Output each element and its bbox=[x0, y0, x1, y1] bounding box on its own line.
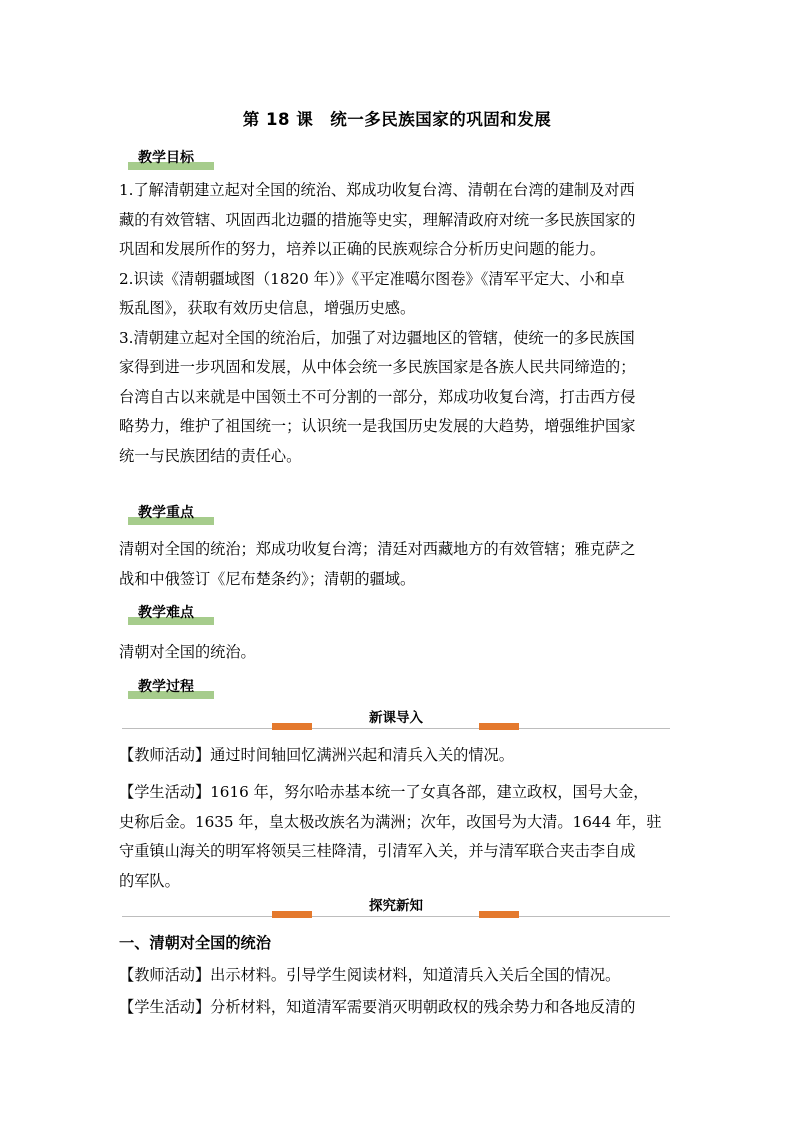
lesson-title: 第 18 课 统一多民族国家的巩固和发展 bbox=[242, 110, 552, 129]
objectives-line: 略势力，维护了祖国统一；认识统一是我国历史发展的大趋势，增强维护国家 bbox=[119, 417, 636, 435]
heading-process-label: 教学过程 bbox=[138, 679, 194, 695]
objectives-line: 1.了解清朝建立起对全国的统治、郑成功收复台湾、清朝在台湾的建制及对西 bbox=[119, 181, 635, 199]
intro-line: 【学生活动】1616 年，努尔哈赤基本统一了女真各部，建立政权，国号大金， bbox=[119, 783, 649, 801]
divider-line bbox=[122, 916, 670, 917]
intro-line: 的军队。 bbox=[119, 871, 180, 890]
heading-objectives bbox=[128, 148, 214, 170]
objectives-line: 统一与民族团结的责任心。 bbox=[119, 446, 302, 465]
section1-title: 一、清朝对全国的统治 bbox=[119, 934, 271, 952]
divider-explore-label: 探究新知 bbox=[369, 898, 423, 914]
divider-intro bbox=[122, 710, 670, 732]
section1-line: 【教师活动】出示材料。引导学生阅读材料，知道清兵入关后全国的情况。 bbox=[119, 966, 621, 984]
divider-line bbox=[122, 728, 670, 729]
objectives-line: 藏的有效管辖、巩固西北边疆的措施等史实，理解清政府对统一多民族国家的 bbox=[119, 210, 636, 229]
intro-line: 守重镇山海关的明军将领吴三桂降清，引清军入关，并与清军联合夹击李自成 bbox=[119, 842, 636, 860]
heading-key-points bbox=[128, 503, 214, 525]
difficulties-line: 清朝对全国的统治。 bbox=[119, 643, 256, 661]
divider-intro-label: 新课导入 bbox=[369, 710, 423, 726]
objectives-line: 叛乱图》，获取有效历史信息，增强历史感。 bbox=[119, 299, 416, 317]
objectives-line: 2.识读《清朝疆域图（1820 年）》《平定准噶尔图卷》《清军平定大、小和卓 bbox=[119, 269, 625, 288]
objectives-line: 3.清朝建立起对全国的统治后，加强了对边疆地区的管辖，使统一的多民族国 bbox=[119, 328, 635, 347]
key-points-line: 战和中俄签订《尼布楚条约》；清朝的疆域。 bbox=[119, 569, 416, 588]
section1-line: 【学生活动】分析材料，知道清军需要消灭明朝政权的残余势力和各地反清的 bbox=[119, 998, 636, 1016]
objectives-line: 巩固和发展所作的努力，培养以正确的民族观综合分析历史问题的能力。 bbox=[119, 240, 605, 258]
objectives-line: 台湾自古以来就是中国领土不可分割的一部分，郑成功收复台湾，打击西方侵 bbox=[119, 387, 636, 406]
heading-difficulties-label: 教学难点 bbox=[138, 605, 194, 621]
heading-process bbox=[128, 677, 214, 699]
key-points-line: 清朝对全国的统治；郑成功收复台湾；清廷对西藏地方的有效管辖；雅克萨之 bbox=[119, 540, 636, 558]
intro-line: 史称后金。1635 年，皇太极改族名为满洲；次年，改国号为大清。1644 年，驻 bbox=[119, 812, 662, 831]
heading-objectives-label: 教学目标 bbox=[138, 150, 194, 166]
heading-difficulties bbox=[128, 603, 214, 625]
objectives-line: 家得到进一步巩固和发展，从中体会统一多民族国家是各族人民共同缔造的； bbox=[119, 358, 636, 376]
divider-explore bbox=[122, 898, 670, 920]
intro-line: 【教师活动】通过时间轴回忆满洲兴起和清兵入关的情况。 bbox=[119, 746, 514, 764]
heading-key-points-label: 教学重点 bbox=[138, 505, 194, 521]
